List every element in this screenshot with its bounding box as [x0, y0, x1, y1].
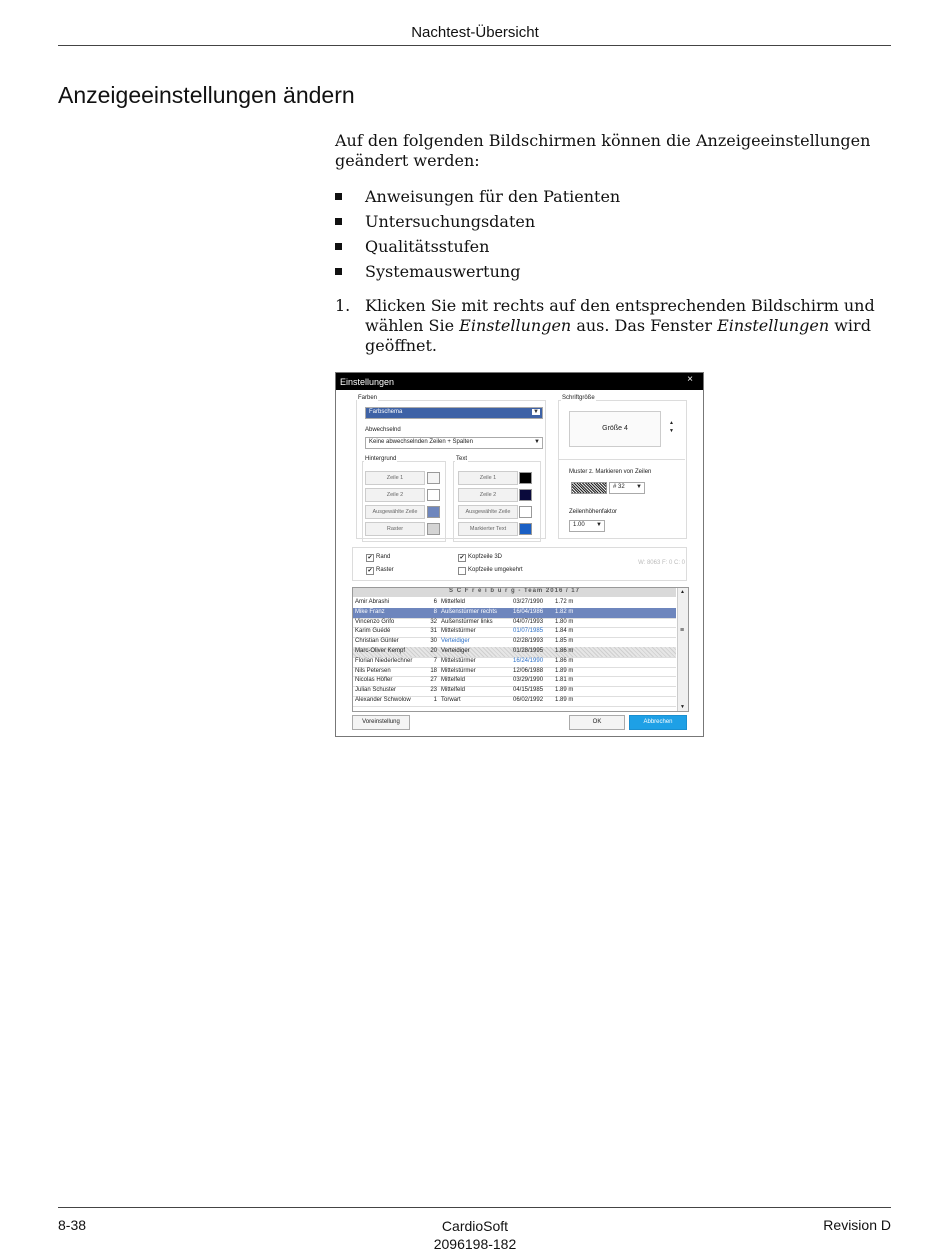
- pattern-select[interactable]: [609, 482, 645, 494]
- product-name: CardioSoft: [441, 1218, 509, 1234]
- alternating-select[interactable]: [365, 437, 543, 449]
- step-emphasis: Einstellungen: [459, 316, 572, 335]
- rand-checkbox[interactable]: ✔: [367, 555, 373, 561]
- cell-name: Florian Niederlechner: [355, 657, 413, 664]
- square-bullet-icon: [335, 268, 342, 275]
- raster-checkbox[interactable]: ✔: [367, 568, 373, 574]
- step-text: aus. Das Fenster: [571, 316, 718, 335]
- cell-pos: Mittelstürmer: [441, 628, 476, 635]
- chevron-down-icon: ▼: [534, 439, 540, 445]
- table-title: S C F r e i b u r g - Team 2016 / 17: [353, 588, 676, 597]
- cell-pos: Mittelfeld: [441, 677, 466, 684]
- dialog-titlebar: [336, 373, 703, 390]
- cell-height: 1.84 m: [555, 628, 574, 635]
- bullet-text: Systemauswertung: [365, 262, 521, 281]
- bg-row2-swatch[interactable]: [427, 489, 440, 501]
- cell-pos: Verteidiger: [441, 638, 470, 645]
- bullet-text: Qualitätsstufen: [365, 237, 490, 256]
- header-rule: [58, 45, 891, 46]
- wfc-status: W: 8063 F: 0 C: 0: [638, 560, 685, 566]
- step-emphasis: Einstellungen: [717, 316, 830, 335]
- table-scrollbar[interactable]: [677, 588, 688, 711]
- pattern-preview: [571, 482, 607, 494]
- bg-row1-swatch[interactable]: [427, 472, 440, 484]
- bullet-item: [335, 187, 875, 207]
- body-text: [335, 131, 875, 356]
- cell-pos: Mittelfeld: [441, 599, 466, 605]
- farben-label: Farben: [358, 395, 378, 401]
- cell-num: 6: [433, 599, 437, 605]
- document-number: 2096198-182: [433, 1236, 517, 1252]
- dialog-title: Einstellungen: [340, 377, 395, 387]
- header-3d-label: Kopfzeile 3D: [468, 554, 503, 560]
- close-icon[interactable]: ×: [687, 374, 693, 385]
- bg-row1-button[interactable]: Zeile 1: [365, 471, 425, 485]
- cell-num: 31: [430, 628, 437, 635]
- step-text: wird geöffnet.: [365, 316, 871, 355]
- bg-grid-swatch[interactable]: [427, 523, 440, 535]
- cell-pos: Außenstürmer rechts: [441, 608, 498, 615]
- cell-num: 20: [430, 648, 437, 654]
- cell-num: 23: [430, 687, 437, 694]
- hintergrund-label: Hintergrund: [365, 456, 397, 462]
- cell-name: Julian Schuster: [355, 687, 397, 694]
- cell-pos: Mittelstürmer: [441, 667, 476, 674]
- square-bullet-icon: [335, 243, 342, 250]
- zeilenhoehe-label: Zeilenhöhenfaktor: [569, 509, 618, 515]
- step-text: Klicken Sie mit rechts auf den entsprechenden Bildschirm und wählen Sie: [365, 296, 875, 335]
- step-1: [335, 296, 875, 356]
- bg-row2-button[interactable]: Zeile 2: [365, 488, 425, 502]
- cell-height: 1.89 m: [555, 697, 574, 703]
- cell-num: 30: [430, 638, 437, 645]
- bg-selected-row-button[interactable]: Ausgewählte Zeile: [365, 505, 425, 519]
- alternating-value: Keine abwechselnden Zeilen + Spalten: [369, 439, 473, 445]
- cell-num: 1: [433, 697, 437, 703]
- square-bullet-icon: [335, 193, 342, 200]
- text-row2-button[interactable]: Zeile 2: [458, 488, 518, 502]
- running-header: Nachtest-Übersicht: [411, 24, 539, 41]
- table-row[interactable]: [353, 696, 676, 707]
- color-scheme-select[interactable]: [365, 407, 543, 419]
- scroll-down-icon[interactable]: ▼: [680, 704, 685, 710]
- team-table: [352, 587, 689, 712]
- cell-num: 27: [430, 677, 437, 684]
- schriftgroesse-label: Schriftgröße: [562, 395, 595, 401]
- cancel-button[interactable]: Abbrechen: [629, 715, 687, 730]
- bg-selected-swatch[interactable]: [427, 506, 440, 518]
- header-3d-checkbox[interactable]: ✔: [459, 555, 465, 561]
- intro-paragraph: Auf den folgenden Bildschirmen können die Anzeigeeinstellungen geändert werden:: [335, 131, 871, 170]
- footer-center: [0, 1217, 950, 1253]
- cell-date: 06/02/1992: [513, 697, 544, 703]
- preset-button[interactable]: Voreinstellung: [352, 715, 410, 730]
- bullet-item: [335, 212, 875, 232]
- cell-height: 1.89 m: [555, 667, 574, 674]
- text-marked-button[interactable]: Markierter Text: [458, 522, 518, 536]
- cell-name: Mike Franz: [355, 608, 385, 615]
- ok-button[interactable]: OK: [569, 715, 625, 730]
- chevron-down-icon: ▼: [636, 484, 642, 490]
- text-marked-swatch[interactable]: [519, 523, 532, 535]
- step-number: 1.: [335, 296, 351, 315]
- bullet-text: Anweisungen für den Patienten: [365, 187, 621, 206]
- cell-date: 02/28/1993: [513, 638, 544, 645]
- font-size-spinner[interactable]: ▲ ▼: [669, 420, 674, 434]
- cell-pos: Außenstürmer links: [441, 618, 493, 625]
- options-group: [352, 547, 687, 581]
- cell-height: 1.80 m: [555, 618, 574, 625]
- bg-grid-button[interactable]: Raster: [365, 522, 425, 536]
- cell-date: 03/27/1990: [513, 599, 544, 605]
- font-size-value: Größe 4: [602, 425, 628, 432]
- cell-date: 01/07/1985: [513, 628, 544, 635]
- cell-date: 03/29/1990: [513, 677, 544, 684]
- color-scheme-value: Farbschema: [369, 409, 403, 415]
- cell-num: 7: [433, 657, 437, 664]
- cell-name: Christian Günter: [355, 638, 399, 645]
- text-row1-swatch[interactable]: [519, 472, 532, 484]
- cell-date: 01/28/1995: [513, 648, 544, 654]
- bullet-item: [335, 237, 875, 257]
- line-height-select[interactable]: [569, 520, 605, 532]
- chevron-down-icon: ▼: [596, 522, 602, 528]
- line-height-value: 1.00: [573, 522, 585, 528]
- cell-pos: Verteidiger: [441, 648, 470, 654]
- cell-pos: Mittelstürmer: [441, 657, 476, 664]
- cell-height: 1.81 m: [555, 677, 574, 684]
- chevron-down-icon: ▼: [533, 409, 539, 415]
- header-reversed-label: Kopfzeile umgekehrt: [468, 567, 523, 573]
- text-selected-row-button[interactable]: Ausgewählte Zeile: [458, 505, 518, 519]
- text-selected-swatch[interactable]: [519, 506, 532, 518]
- schrift-separator: [558, 459, 685, 460]
- cell-name: Vincenzo Grifo: [355, 618, 395, 625]
- cell-height: 1.86 m: [555, 657, 574, 664]
- revision: Revision D: [823, 1217, 891, 1233]
- cell-height: 1.89 m: [555, 687, 574, 694]
- cell-date: 16/24/1990: [513, 657, 544, 664]
- cell-date: 12/06/1988: [513, 667, 544, 674]
- cell-name: Marc-Oliver Kempf: [355, 648, 406, 654]
- cell-num: 18: [430, 667, 437, 674]
- cell-pos: Torwart: [441, 697, 461, 703]
- abwechselnd-label: Abwechselnd: [365, 427, 401, 433]
- cell-height: 1.82 m: [555, 608, 574, 615]
- header-reversed-checkbox[interactable]: [458, 567, 466, 575]
- cell-name: Alexander Schwolow: [355, 697, 411, 703]
- footer-rule: [58, 1207, 891, 1208]
- bullet-item: [335, 262, 875, 282]
- cell-num: 32: [430, 618, 437, 625]
- scroll-up-icon[interactable]: ▲: [680, 589, 685, 595]
- rand-label: Rand: [376, 554, 391, 560]
- cell-date: 04/15/1985: [513, 687, 544, 694]
- section-heading: Anzeigeeinstellungen ändern: [58, 82, 355, 108]
- font-size-preview: [569, 411, 661, 447]
- text-row1-button[interactable]: Zeile 1: [458, 471, 518, 485]
- cell-pos: Mittelfeld: [441, 687, 466, 694]
- cell-name: Nicolas Höfler: [355, 677, 393, 684]
- cell-height: 1.72 m: [555, 599, 574, 605]
- cell-date: 04/07/1993: [513, 618, 544, 625]
- cell-name: Nils Petersen: [355, 667, 391, 674]
- text-row2-swatch[interactable]: [519, 489, 532, 501]
- cell-height: 1.85 m: [555, 638, 574, 645]
- muster-label: Muster z. Markieren von Zeilen: [569, 469, 652, 475]
- bullet-text: Untersuchungsdaten: [365, 212, 536, 231]
- cell-name: Amir Abrashi: [355, 599, 390, 605]
- cell-num: 8: [433, 608, 437, 615]
- square-bullet-icon: [335, 218, 342, 225]
- page-number: 8-38: [58, 1217, 87, 1233]
- pattern-value: # 32: [613, 484, 625, 490]
- cell-date: 16/04/1986: [513, 608, 544, 615]
- cell-name: Karim Guédé: [355, 628, 391, 635]
- text-label: Text: [456, 456, 468, 462]
- cell-height: 1.86 m: [555, 648, 574, 654]
- raster-label: Raster: [376, 567, 394, 573]
- settings-dialog: [335, 372, 704, 737]
- scroll-grip-icon[interactable]: ≡: [680, 627, 685, 634]
